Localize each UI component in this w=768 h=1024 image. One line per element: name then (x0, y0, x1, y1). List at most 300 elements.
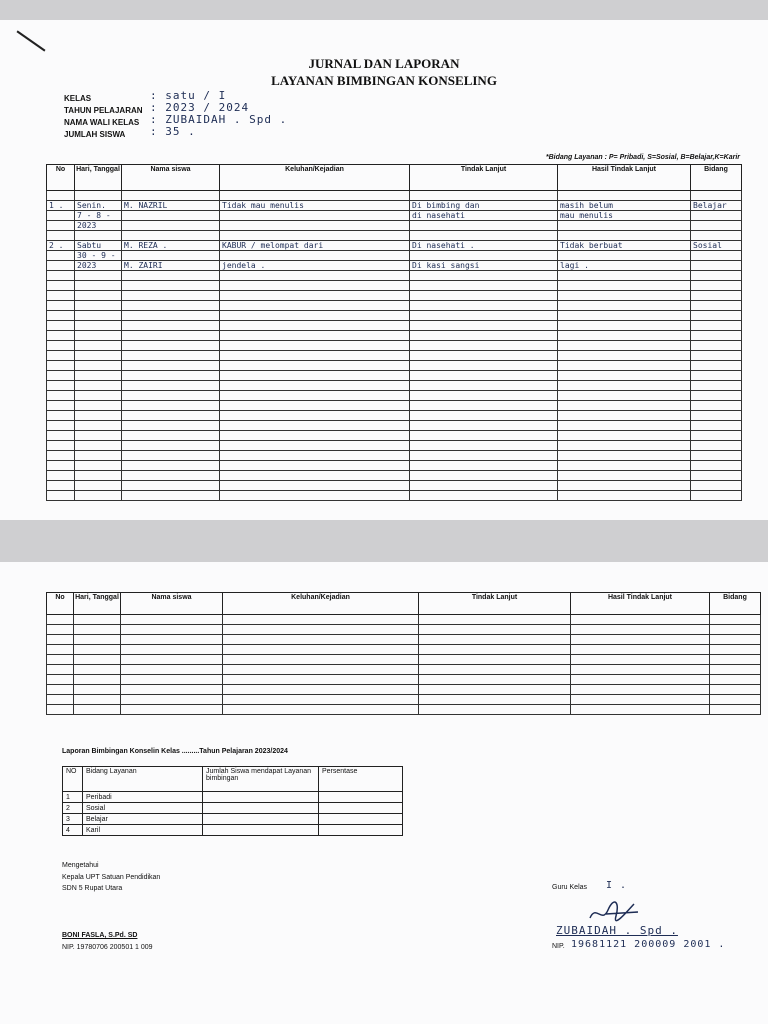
table-cell (47, 231, 75, 241)
table-cell (47, 221, 75, 231)
summary-persentase (319, 803, 403, 814)
table-row (47, 291, 742, 301)
summary-persentase (319, 814, 403, 825)
table-cell (558, 221, 691, 231)
table-cell (47, 291, 75, 301)
table-cell (47, 251, 75, 261)
summary-no: 4 (63, 825, 83, 836)
table-cell (122, 191, 220, 201)
table-cell (419, 615, 571, 625)
table-cell (571, 675, 710, 685)
table-cell (47, 351, 75, 361)
table-cell (691, 271, 742, 281)
table-cell (558, 271, 691, 281)
sig-left-line1: Mengetahui (62, 862, 99, 869)
table-cell: masih belum (558, 201, 691, 211)
table-cell (410, 291, 558, 301)
header-hari-tanggal: Hari, Tanggal (74, 593, 121, 615)
table-cell (710, 645, 761, 655)
table-cell (122, 391, 220, 401)
table-cell (47, 665, 74, 675)
table-cell (75, 231, 122, 241)
table-cell (74, 675, 121, 685)
table-cell (558, 291, 691, 301)
table-cell (122, 431, 220, 441)
field-value-jumlah: : 35 . (150, 125, 196, 138)
sig-left-name: BONI FASLA, S.Pd. SD (62, 932, 138, 939)
table-cell: 7 - 8 - (75, 211, 122, 221)
table-cell (571, 645, 710, 655)
table-cell (220, 411, 410, 421)
table-cell (220, 381, 410, 391)
table-cell (691, 351, 742, 361)
table-cell (410, 351, 558, 361)
table-cell (220, 341, 410, 351)
table-cell (75, 451, 122, 461)
table-row (47, 441, 742, 451)
table-cell (47, 321, 75, 331)
table-cell (691, 421, 742, 431)
table-cell (691, 451, 742, 461)
table-cell (47, 311, 75, 321)
table-row (47, 281, 742, 291)
table-cell (691, 191, 742, 201)
table-cell: lagi . (558, 261, 691, 271)
table-cell (47, 361, 75, 371)
table-cell (75, 281, 122, 291)
table-cell (220, 421, 410, 431)
table-cell (710, 625, 761, 635)
table-cell (558, 481, 691, 491)
sig-left-line3: SDN 5 Rupat Utara (62, 885, 123, 892)
header-bidang: Bidang (691, 165, 742, 191)
table-cell (558, 331, 691, 341)
table-cell (223, 685, 419, 695)
table-cell (74, 645, 121, 655)
table-cell (122, 451, 220, 461)
table-row (47, 311, 742, 321)
page-title-line2: LAYANAN BIMBINGAN KONSELING (271, 73, 497, 88)
table-cell (558, 361, 691, 371)
table-cell (571, 685, 710, 695)
table-cell (558, 431, 691, 441)
table-cell (121, 625, 223, 635)
table-row (47, 451, 742, 461)
table-row (47, 191, 742, 201)
table-cell (691, 481, 742, 491)
table-cell (75, 311, 122, 321)
table-row (47, 695, 761, 705)
table-cell (47, 625, 74, 635)
table-cell (47, 331, 75, 341)
table-cell (122, 471, 220, 481)
summary-row (63, 814, 403, 825)
table-cell (691, 281, 742, 291)
table-cell (47, 421, 75, 431)
table-cell (75, 271, 122, 281)
table-cell (558, 461, 691, 471)
table-row (47, 665, 761, 675)
table-cell (558, 371, 691, 381)
field-label-tahun: TAHUN PELAJARAN (64, 106, 143, 115)
field-label-wali: NAMA WALI KELAS (64, 118, 140, 127)
table-cell: Sosial (691, 241, 742, 251)
table-cell (220, 401, 410, 411)
table-cell (47, 705, 74, 715)
table-cell (47, 481, 75, 491)
table-cell (122, 221, 220, 231)
table-cell (410, 231, 558, 241)
table-cell (223, 695, 419, 705)
table-cell (558, 441, 691, 451)
table-cell (410, 191, 558, 201)
table-cell (571, 665, 710, 675)
table-cell (558, 191, 691, 201)
table-cell (410, 481, 558, 491)
table-row (47, 391, 742, 401)
summary-title: Laporan Bimbingan Konselin Kelas .........Tahun Pelajaran 2023/2024 (62, 748, 288, 755)
table-cell (410, 471, 558, 481)
table-cell (558, 311, 691, 321)
summary-jumlah (203, 825, 319, 836)
table-cell (47, 271, 75, 281)
table-cell (691, 391, 742, 401)
table-cell (419, 665, 571, 675)
table-cell (691, 441, 742, 451)
journal-page-2 (0, 562, 768, 1024)
table-cell (75, 331, 122, 341)
summary-persentase (319, 825, 403, 836)
table-cell (710, 615, 761, 625)
table-row (47, 635, 761, 645)
journal-table-1 (46, 164, 742, 501)
sig-right-nip-prefix: NIP. (552, 943, 565, 950)
table-cell (558, 471, 691, 481)
table-cell (47, 411, 75, 421)
table-cell (220, 351, 410, 361)
sig-right-name: ZUBAIDAH . Spd . (556, 924, 678, 937)
table-cell (691, 291, 742, 301)
table-cell (122, 481, 220, 491)
table-cell (220, 391, 410, 401)
table-cell (75, 461, 122, 471)
table-cell (47, 695, 74, 705)
table-cell (47, 655, 74, 665)
table-row (47, 655, 761, 665)
header-no: No (47, 165, 75, 191)
table-cell (75, 481, 122, 491)
table-row (47, 421, 742, 431)
table-cell (122, 461, 220, 471)
table-cell (47, 675, 74, 685)
table-cell (220, 491, 410, 501)
table-cell (121, 665, 223, 675)
table-cell: 30 - 9 - (75, 251, 122, 261)
table-cell (47, 381, 75, 391)
sig-right-class: I . (606, 880, 628, 891)
summary-row (63, 803, 403, 814)
table-row (47, 221, 742, 231)
summary-header-no: NO (63, 767, 83, 792)
table-cell (558, 391, 691, 401)
table-cell (558, 411, 691, 421)
sig-right-nip: 19681121 200009 2001 . (571, 939, 726, 950)
table-cell (74, 635, 121, 645)
table-cell (571, 705, 710, 715)
table-cell (691, 431, 742, 441)
table-cell: di nasehati (410, 211, 558, 221)
table-cell (410, 411, 558, 421)
table-cell: 2023 (75, 221, 122, 231)
table-cell (223, 615, 419, 625)
table-cell (220, 291, 410, 301)
table-cell (47, 645, 74, 655)
table-cell (122, 251, 220, 261)
table-cell (220, 471, 410, 481)
table-cell (47, 615, 74, 625)
table-cell (122, 331, 220, 341)
table-cell (691, 321, 742, 331)
table-cell (419, 675, 571, 685)
table-cell: Di bimbing dan (410, 201, 558, 211)
table-cell (47, 431, 75, 441)
table-cell (223, 705, 419, 715)
table-cell (122, 361, 220, 371)
table-row (47, 351, 742, 361)
table-cell (122, 351, 220, 361)
table-cell (571, 655, 710, 665)
summary-bidang: Karil (83, 825, 203, 836)
table-cell (75, 361, 122, 371)
table-cell (410, 381, 558, 391)
table-cell (47, 441, 75, 451)
table-cell (410, 321, 558, 331)
summary-bidang: Sosial (83, 803, 203, 814)
table-cell (47, 191, 75, 201)
table-cell (691, 221, 742, 231)
table-cell (410, 331, 558, 341)
table-cell (121, 685, 223, 695)
table-cell (558, 381, 691, 391)
table-cell (74, 625, 121, 635)
field-label-kelas: KELAS (64, 94, 92, 103)
table-cell (121, 655, 223, 665)
table-row (47, 615, 761, 625)
table-cell (220, 481, 410, 491)
table-cell (691, 331, 742, 341)
table-cell: 1 . (47, 201, 75, 211)
table-cell (410, 311, 558, 321)
table-row (47, 381, 742, 391)
table-cell (75, 401, 122, 411)
table-row (47, 361, 742, 371)
table-cell (220, 461, 410, 471)
table-cell (47, 261, 75, 271)
table-cell (558, 491, 691, 501)
table-cell (410, 451, 558, 461)
table-cell (47, 391, 75, 401)
table-cell (691, 311, 742, 321)
table-cell (75, 491, 122, 501)
table-row (47, 341, 742, 351)
table-cell (75, 191, 122, 201)
table-cell (75, 371, 122, 381)
table-cell (419, 705, 571, 715)
table-cell (47, 371, 75, 381)
table-cell (223, 645, 419, 655)
table-cell (75, 411, 122, 421)
table-cell (220, 321, 410, 331)
table-cell (47, 471, 75, 481)
table-row (47, 261, 742, 271)
table-cell (121, 675, 223, 685)
summary-table (62, 766, 403, 836)
table-cell (710, 655, 761, 665)
table-cell (220, 441, 410, 451)
table-row (47, 231, 742, 241)
table-cell (410, 271, 558, 281)
table-cell (223, 625, 419, 635)
table-cell (558, 341, 691, 351)
table-cell (223, 655, 419, 665)
table-cell (75, 391, 122, 401)
table-cell (121, 615, 223, 625)
table-cell (122, 271, 220, 281)
table-cell (571, 635, 710, 645)
header-bidang: Bidang (710, 593, 761, 615)
table-cell (121, 645, 223, 655)
table-row (47, 271, 742, 281)
table-cell (74, 655, 121, 665)
summary-header-jumlah: Jumlah Siswa mendapat Layanan bimbingan (203, 767, 319, 792)
table-cell (220, 311, 410, 321)
table-cell (691, 471, 742, 481)
table-cell (47, 401, 75, 411)
table-row (47, 301, 742, 311)
table-cell (47, 685, 74, 695)
table-cell (419, 645, 571, 655)
summary-no: 1 (63, 792, 83, 803)
summary-jumlah (203, 792, 319, 803)
table-cell (220, 221, 410, 231)
table-cell (47, 301, 75, 311)
table-cell (691, 361, 742, 371)
summary-persentase (319, 792, 403, 803)
table-cell (410, 431, 558, 441)
table-row (47, 331, 742, 341)
header-nama-siswa: Nama siswa (121, 593, 223, 615)
table-cell (710, 695, 761, 705)
table-cell (75, 441, 122, 451)
table-cell (121, 705, 223, 715)
table-cell (47, 451, 75, 461)
header-no: No (47, 593, 74, 615)
table-cell (571, 695, 710, 705)
table-cell: mau menulis (558, 211, 691, 221)
table-cell (691, 371, 742, 381)
table-cell: jendela . (220, 261, 410, 271)
table-cell (75, 381, 122, 391)
table-cell (691, 491, 742, 501)
table-cell (410, 441, 558, 451)
table-cell (223, 635, 419, 645)
summary-bidang: Belajar (83, 814, 203, 825)
field-label-jumlah: JUMLAH SISWA (64, 130, 126, 139)
table-cell (410, 361, 558, 371)
table-cell: Di nasehati . (410, 241, 558, 251)
field-value-wali: : ZUBAIDAH . Spd . (150, 113, 288, 126)
table-cell (691, 411, 742, 421)
table-cell (74, 615, 121, 625)
table-cell (691, 261, 742, 271)
header-hari-tanggal: Hari, Tanggal (75, 165, 122, 191)
table-cell (220, 301, 410, 311)
table-cell (75, 351, 122, 361)
table-cell (75, 301, 122, 311)
table-row (47, 241, 742, 251)
summary-bidang: Peribadi (83, 792, 203, 803)
header-tindak-lanjut: Tindak Lanjut (419, 593, 571, 615)
table-row (47, 471, 742, 481)
table-cell (410, 421, 558, 431)
table-cell (419, 685, 571, 695)
table-cell: 2 . (47, 241, 75, 251)
table-cell (710, 675, 761, 685)
summary-row (63, 792, 403, 803)
table-row (47, 211, 742, 221)
table-cell (75, 431, 122, 441)
table-row (47, 491, 742, 501)
table-cell (419, 695, 571, 705)
header-hasil: Hasil Tindak Lanjut (558, 165, 691, 191)
table-cell (122, 381, 220, 391)
table-cell (223, 665, 419, 675)
table-cell (691, 251, 742, 261)
table-cell: M. REZA . (122, 241, 220, 251)
summary-jumlah (203, 814, 319, 825)
table-cell: Belajar (691, 201, 742, 211)
table-cell (220, 191, 410, 201)
table-cell (75, 341, 122, 351)
sig-left-nip: NIP. 19780706 200501 1 009 (62, 944, 153, 951)
table-cell (220, 431, 410, 441)
table-cell (122, 301, 220, 311)
table-row (47, 321, 742, 331)
table-cell (122, 341, 220, 351)
sig-left-line2: Kepala UPT Satuan Pendidikan (62, 874, 161, 881)
table-cell (410, 301, 558, 311)
table-cell (220, 281, 410, 291)
table-row (47, 645, 761, 655)
table-row (47, 251, 742, 261)
field-value-kelas: : satu / I (150, 89, 227, 102)
table-row (47, 401, 742, 411)
summary-row (63, 825, 403, 836)
table-cell (122, 211, 220, 221)
table-cell: M. NAZRIL (122, 201, 220, 211)
table-cell (558, 301, 691, 311)
table-cell (75, 421, 122, 431)
table-cell (410, 491, 558, 501)
table-cell (558, 451, 691, 461)
table-cell (558, 231, 691, 241)
table-cell (410, 341, 558, 351)
table-row (47, 461, 742, 471)
table-cell (410, 371, 558, 381)
table-cell (122, 321, 220, 331)
table-cell (419, 625, 571, 635)
table-row (47, 431, 742, 441)
